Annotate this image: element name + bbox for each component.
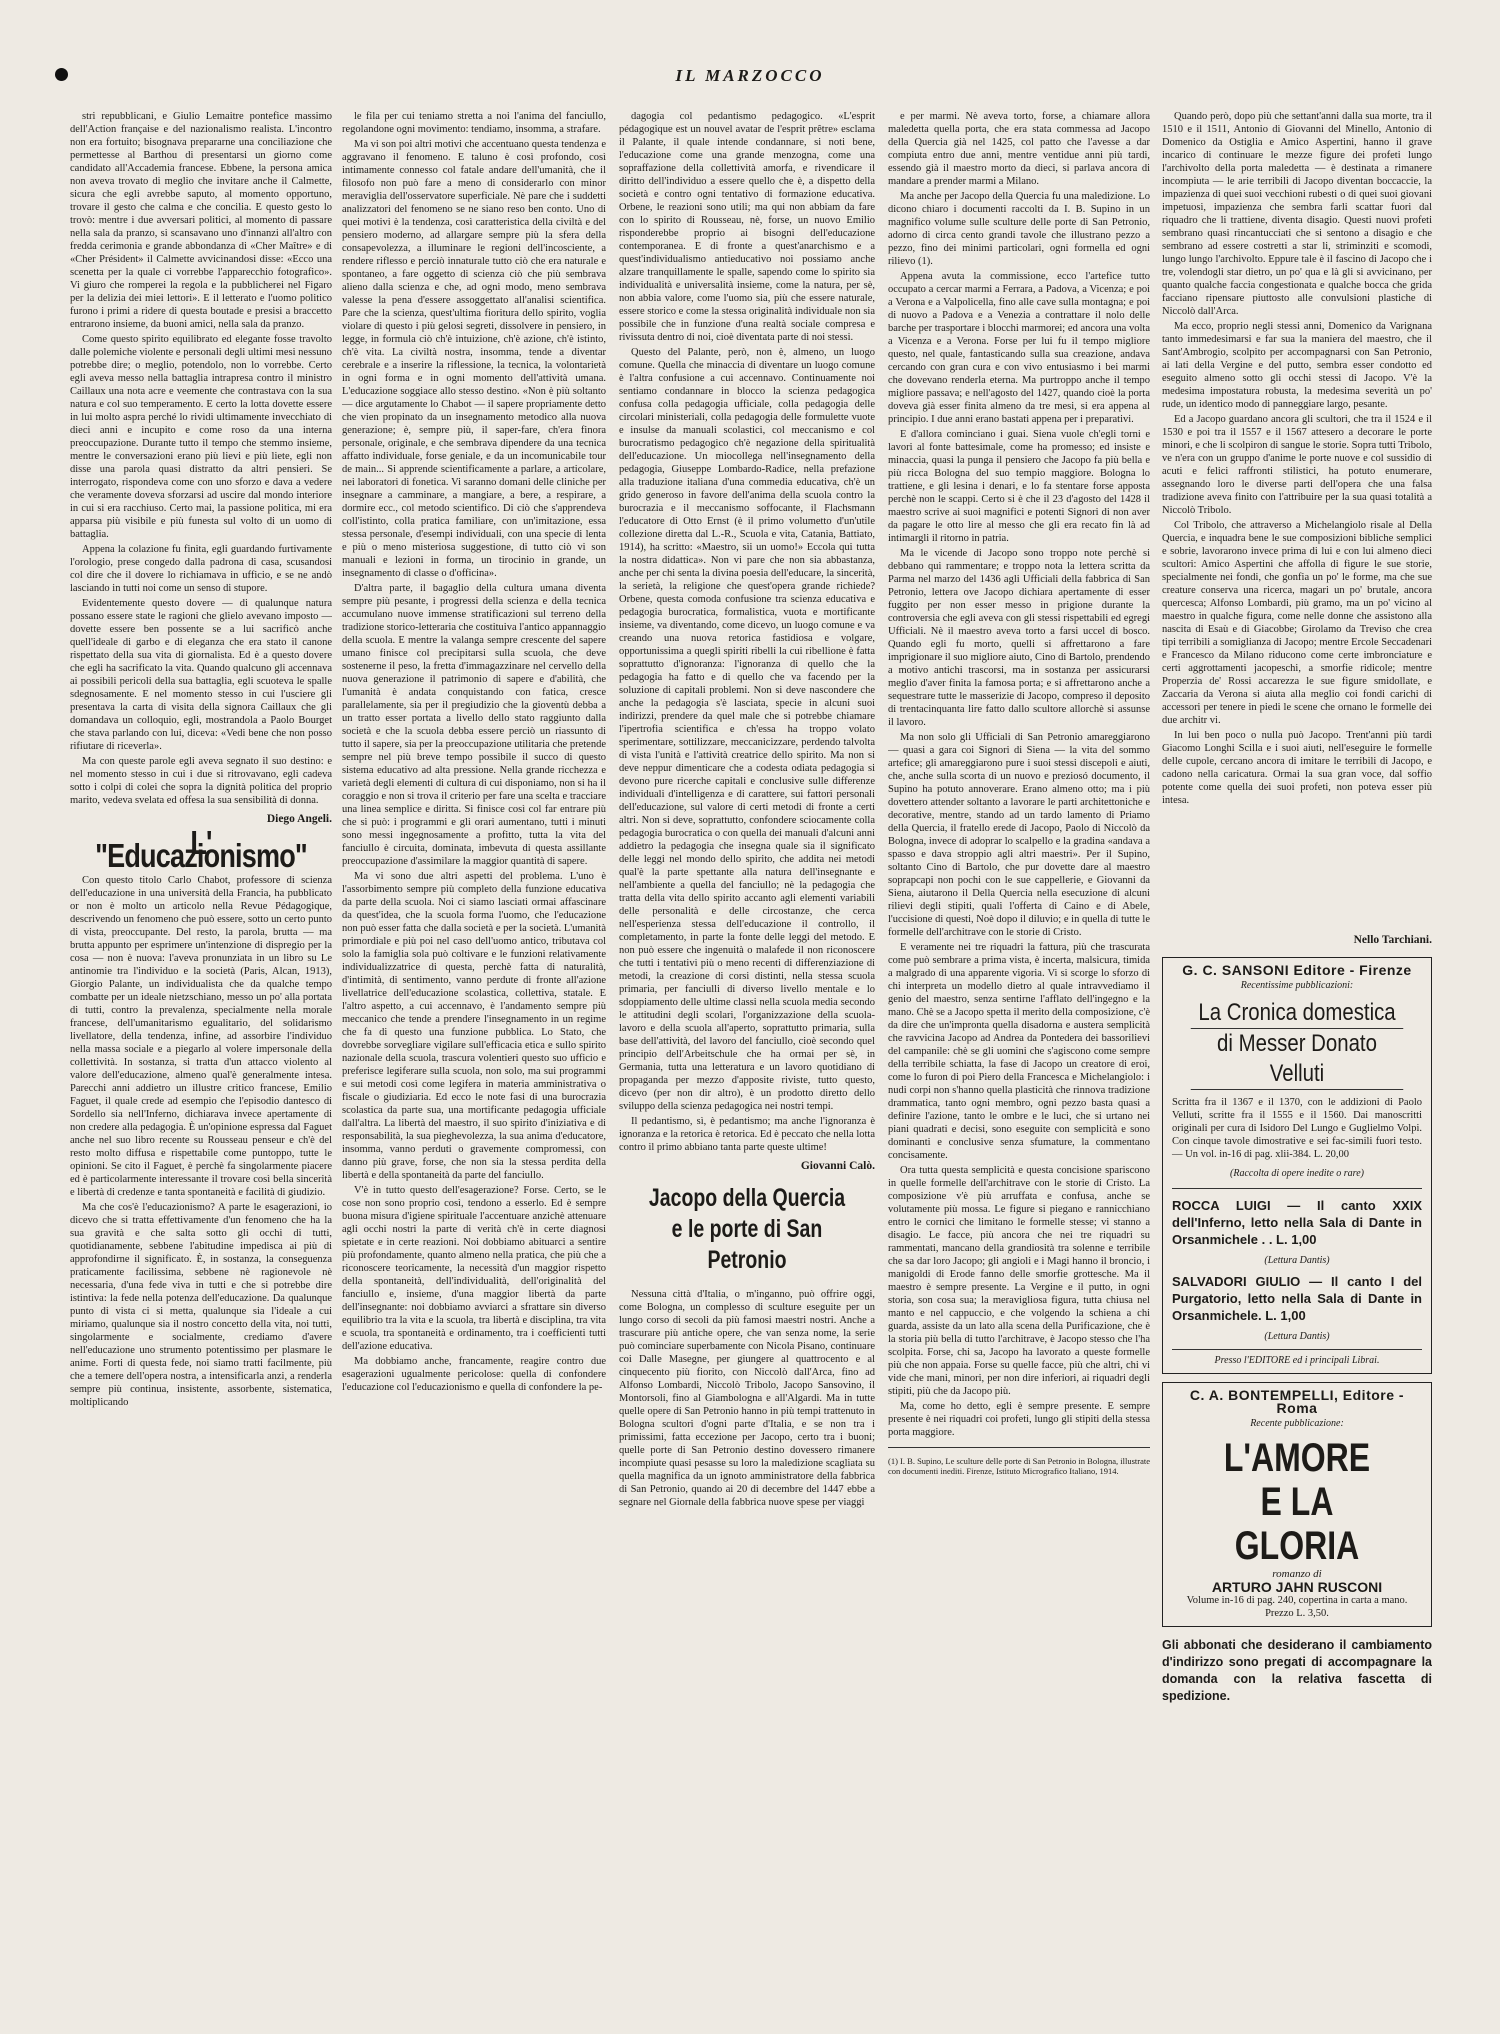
paragraph: Ma anche per Jacopo della Quercia fu una maledizione. Lo dicono chiaro i documenti raccolti da I. B. Supino in un magnifico volume sulle sculture delle porte di San Petronio, adorno di circa cento grandi tavole che illustrano pezzo a pezzo, fino dei minimi particolari, ogni formella ed ogni rilievo (1).: [888, 191, 1150, 267]
paragraph: V'è in tutto questo dell'esagerazione? Forse. Certo, se le cose non sono proprio così, tendono a esserlo. Ed è sempre buona misura d'igiene spirituale l'accentuare anzichè attenuare agli occhi nostri la parte di verità ch'è in certe diagnosi spietate e in certe reazioni. Noi dobbiamo abituarci a sentire più profondamente, quanto almeno nella pratica, che più che a riconoscere teoricamente, la necessità d'un maggior rispetto della spontaneità, dell'individualità, dell'originalità del fanciullo e, insieme, d'una maggior libertà da parte dell'insegnante: noi dobbiamo avviarci a sfrattare sin diverso equilibrio tra la vita e la scuola, tra libertà e disciplina, tra vita e scuola, tra spontaneità e ordinamento, tra i coefficienti tutti dell'azione educativa.: [342, 1185, 606, 1352]
ad-footer: Presso l'EDITORE ed i principali Librai.: [1172, 1349, 1422, 1367]
paragraph: Ma che cos'è l'educazionismo? A parte le esagerazioni, io dicevo che si tratta effettivamente d'un fenomeno che ha la sua gravità e che salta sotto gli occhi di tutti, quotidianamente, sebbene l'abitudine impedisca ai più di approfondirne il significato. È, in sostanza, la conseguenza praticamente facilissima, sebbene nè ragionevole nè necessaria, d'una fede viva in tutti e che si potrebbe dire istintiva: la fede nella potenza dell'educazione. Da qualunque punto di vista ci si metta, qualunque sia l'ideale a cui miriamo, qualunque sia il nostro concetto della vita, noi tutti, singolarmente e socialmente, crediamo d'avere nell'educazione uno strumento potentissimo per plasmare le anime. Forti di questa fede, noi siamo tratti facilmente, più che a temere dell'opera nostra, a intensificarla anzi, a renderla sempre più continua, insistente, assorbente, sistematica, moltiplicando: [70, 1202, 332, 1408]
paragraph: Ed a Jacopo guardano ancora gli scultori, che tra il 1524 e il 1530 e poi tra il 1557 e il 1567 attesero a decorare le porte minori, e che li scolpiron di sangue le storie. Sopra tutti Tribolo, ve n'era con un gruppo d'anime le porte nuove e col sussidio di acuti e felici raffronti stilistici, ha potuto enumerare, assegnando loro le diverse parti dell'opera che una falsa tradizione aveva finito con l'attribuire per la sua quasi totalità a Niccolò Tribolo.: [1162, 414, 1432, 516]
paragraph: Ora tutta questa semplicità e questa concisione spariscono in quelle formelle dell'architrave con le storie di Cristo. La composizione v'è più arruffata e confusa, anche se volutamente più mossa. Le figure si piegano e rannicchiano entro le cornici che limitano le formelle stesse; vi stanno a disagio. Le facce, più ancora che nei tre riquadri su rammentati, mancano della grandiosità tra solenne e terribile che sa dar loro Jacopo; gli angioli e i Magi hanno il broncio, i manigoldi di Erode fanno delle smorfie grottesche. Ma il maestro è sempre presente. La Vergine e il putto, in ogni storia, son cosa sua; la meravigliosa figura, tutta chiusa nel manto e nel cappuccio, e che volgendo la schiena a chi guarda, assiste da un lato alla scena della Purificazione, che è la storia più bella di tutto l'architrave, è Jacopo stesso che l'ha scolpita. Forse, chi sa, Jacopo ha lavorato a queste formelle più che non appaia. Forse su quelle facce, più che altri, chi vi vide che mani, minori, per non dire inferiori, ai riquadri degli stipiti, più che da Jacopo più.: [888, 1165, 1150, 1397]
ad-author: ARTURO JAHN RUSCONI: [1211, 1579, 1383, 1595]
ad-book-title-line-1: La Cronica domestica: [1198, 999, 1396, 1026]
column-1: [70, 110, 332, 1994]
advertisement-sansoni: [1162, 957, 1432, 1374]
headline-line-1: Jacopo della Quercia: [648, 1184, 846, 1212]
paragraph: Ma dobbiamo anche, francamente, reagire contro due esagerazioni ugualmente pericolose: quella di confondere l'educazione col l'educazionismo e quella di confondere la pe-: [342, 1356, 606, 1393]
article-headline: [647, 1183, 847, 1276]
ad-publisher: G. C. SANSONI Editore - Firenze: [1182, 962, 1412, 978]
ad-subtitle: Recentissime pubblicazioni:: [1240, 980, 1354, 991]
paragraph: stri repubblicani, e Giulio Lemaitre pontefice massimo dell'Action française e del nazionalismo realista. L'incontro non era fortuito; bisognava prepararne una conciliazione che permettesse al Barthou di presentarsi un giorno come candidato all'Accademia francese. Ebbene, la persona amica non aveva trovato di meglio che invitare anche il Calmette, sicura che egli avrebbe saputo, al momento opportuno, trovare il gesto che calma e che concilia. E questo gesto lo trovò: mentre i due avversari politici, al momento di passare nella sala da pranzo, si scansavano uno d'innanzi all'altro con fredda cerimonia e grande abbondanza di «Cher Maître» e di «Cher Président» il Calmette avvicinandosi disse: «Ecco una scenetta per la quale ci vorrebbe l'apparecchio fotografico». Vi giuro che romperei la regola e la pubblicherei nel Figaro per la delizia dei miei lettori». E il letterato e l'uomo politico furono i primi a ridere di questa boutade e presisi a braccetto entrarono insieme, da buoni amici, nella sala da pranzo.: [70, 111, 332, 330]
paragraph: Ma vi son poi altri motivi che accentuano questa tendenza e aggravano il fenomeno. E taluno è così profondo, così intimamente connesso col fatale andare dell'umanità, che il filosofo non può fare a meno di considerarlo con minor meraviglia dell'osservatore superficiale. Nè pare che i suddetti analizzatori del fenomeno se ne siano reso ben conto. Uno di quei motivi è la tendenza, così caratteristica della civiltà e del pensiero moderno, ad allargare sempre più la sfera della consapevolezza, a illuminare le regioni dell'incosciente, a rendere riflesso e perciò innaturale tutto ciò che era naturale e spontaneo, a fare oggetto di scienza ciò che più sembrava alieno dalla scienza e che, ad ogni modo, meno sembrava valesse la pena d'essere assoggettato all'analisi scientifica. Pare che la scienza, quest'ultima fioritura dello spirito, voglia violare di questo i più gelosi segreti, dissolvere in pensiero, in legge, in formula ciò ch'è intuizione, ch'è azione, ch'è istinto, ch'è vita. La civiltà nostra, insomma, tende a diventar cerebrale e a inserire la riflessione, la tecnica, la volontarietà in ogni forma e in ogni momento dell'attività umana. L'educazione soggiace allo stesso destino. «Non è più soltanto — dice argutamente lo Chabot — il sapere propriamente detto che vien propinato da un insegnamento metodico alla nuova generazione; è, sempre più, il saper-fare, ch'era finora personale, originale, e che sembrava dipendere da una tecnica affatto individuale, forse geniale, e da un incomunicabile tour de main... Si apprende scientificamente a parlare, a articolare, nei laboratori di fonetica. Vi saranno domani delle cliniche per insegnare a camminare, a mangiare, a bere, a respirare, a dormire ecc., col metodo scientifico. Di ciò che s'apprendeva coll'istinto, colla pratica familiare, con un'imitazione, essa stessa personale, d'esempi individuali, con una specie di lenta e più o meno misteriosa suggestione, di tutto ciò vi son manuali e lezioni in forma, un tirocinio in grande, un insegnamento di classe o d'officina».: [342, 139, 606, 579]
subscriber-notice: Gli abbonati che desiderano il cambiamento d'indirizzo sono pregati di accompagnare la domanda con la relativa fascetta di spedizione.: [1162, 1638, 1432, 1703]
ad-collection: (Raccolta di opere inedite o rare): [1230, 1168, 1364, 1179]
paragraph: Ma vi sono due altri aspetti del problema. L'uno è l'assorbimento sempre più completo della funzione educativa da parte della scuola. Noi ci siamo lasciati ormai affascinare da quest'idea, che la scuola forma l'uomo, che l'educazione non può esser fatta che dalla società e per la società. L'umanità primordiale e più poi nel caso dell'uomo antico, tributava col solo la famiglia sola può coltivare e le funzioni relativamente individualizzatrice di questa, perchè fatta di naturalità, d'intimità, di sentimento, vanno perdute di fronte all'azione livellatrice dell'educazione scolastica, collettiva, statale. E l'altro aspetto, a cui accennavo, è l'andamento sempre più meccanico che tende a prendere l'insegnamento in un regime che fa di questo una funzione pubblica. Lo Stato, che dovrebbe sorvegliare vigilare sull'efficacia etica e sullo spirito nazionale della scuola, trascura volentieri questo suo ufficio e preferisce legiferare sulla scuola, non solo, ma sui programmi e sui metodi così come legifera in materia amministrativa o fiscale o giudiziaria. Ed ecco le note fasi di una burocrazia scolastica da parte sua, una mortificante pedagogia ufficiale dall'altra. La libertà del maestro, il suo spirito d'iniziativa e di responsabilità, la sua pieghevolezza, la sua anima d'educatore, insomma, vanno perduti o gravemente compromessi, con danno più grave, forse, che non sia la stessa perdita della libertà e della spontaneità da parte del fanciullo.: [342, 871, 606, 1181]
advertisement-bontempelli: [1162, 1382, 1432, 1627]
ad-divider: [1172, 1188, 1422, 1189]
paragraph: Ma con queste parole egli aveva segnato il suo destino: e nel momento stesso in cui i due si ritrovavano, egli cadeva sotto i colpi di colei che sopra la dignità politica del proprio marito, vedeva svelata ed offesa la sua sensibilità di donna.: [70, 756, 332, 806]
paragraph: Nessuna città d'Italia, o m'inganno, può offrire oggi, come Bologna, un complesso di sculture eseguite per un lungo corso di secoli da più famosi maestri nostri. Anche a trascurare più antiche opere, che van senza nome, la serie può cominciare superbamente con Nicola Pisano, continuare coi Dalle Masegne, per giungere al quattrocento e al cinquecento più fiorito, con Niccolò dall'Arca, fino ad Alfonso Lombardi, Niccolò Tribolo, Jacopo Sansovino, il Montorsoli, fino al Giambologna e all'Algardi. Ma in tutte quelle opere di San Petronio hanno in più tempi trattenuto in Bologna scultori d'ogni parte d'Italia, e se non tra i primissimi, fatta eccezione per Jacopo, certo tra i buoni; quelle porte di San Petronio destino dovessero rimanere incompiute quasi pesasse su loro la maledizione scagliata su quella magnifica da un ignoto amministratore della fabbrica di San Petronio, quando ai 20 di decembre del 1447 ebbe a segnare nel Giornale della fabbrica nuove spese per viaggi: [619, 1289, 875, 1508]
paragraph: Appena la colazione fu finita, egli guardando furtivamente l'orologio, prese congedo dalla padrona di casa, scusandosi col dire che il dovere lo richiamava in ufficio, e se ne andò lasciando in tutti noi come un senso di stupore.: [70, 544, 332, 594]
paragraph: In lui ben poco o nulla può Jacopo. Trent'anni più tardi Giacomo Longhi Scilla e i suoi aiuti, nell'eseguire le formelle delle cupole, cercano ancora di imitare le terribili di Jacopo, e cadono nella caricatura. Ormai la sua gran voce, dal soffio potente come quella dei suoi profeti, non poteva esser più intesa.: [1162, 730, 1432, 806]
ad-entry: ROCCA LUIGI — Il canto XXIX dell'Inferno, letto nella Sala di Dante in Orsanmichele . . L. 1,00: [1172, 1198, 1422, 1247]
paragraph: Col Tribolo, che attraverso a Michelangiolo risale al Della Quercia, e inquadra bene le sue composizioni bibliche semplici e sobrie, lavorarono invece prima di lui e con lui almeno dieci scultori: Amico Aspertini che affolla di figure le sue storie, specialmente nei fondi, che gonfia un po' le forme, ma che sue creature conserva una ricerca, magari un po' brutale, ancora quercesca; Alfonso Lombardi, più gramo, ma un po' vicino al maestro in qualche figura, come nelle donne che assistono alla nascita di Esaù e di Giacobbe; Girolamo da Treviso che crea tipi terribili a somiglianza di Jacopo; mentre Ercole Seccadenari e Francesco da Milano riducono come certe imbronciature e certi aggrottamenti jacopeschi, a smorfie ridicole; mentre Properzia de' Rossi accarezza le sue figure smidollate, e Zaccaria da Verona si aiuta alla meglio coi fondi carichi di accessori per tenere in piedi le scene che ornano le formelle dei due architr vi.: [1162, 520, 1432, 726]
paragraph: D'altra parte, il bagaglio della cultura umana diventa sempre più pesante, i progressi della scienza e della tecnica accumulano nuove immense stratificazioni sul terreno della tradizione storico-letteraria che costituiva l'antico appannaggio della scuola. E mentre la valanga sempre crescente del sapere umano finisce col precipitarsi sulla scuola, che deve sostenerne il peso, la fretta d'immagazzinare nel cervello della nuova generazione il patrimonio di sapere e d'abilità, che l'umanità è andata conquistando con fatica, cresce parallelamente, sia per il pregiudizio che la gioventù debba a un tratto esser portata a livello dello stato raggiunto dalla società e che la scuola debba essere perciò un riassunto di tutto il sapere, sia per la preoccupazione utilitaria che pretende sempre nel più breve tempo possibile il succo di questo sistema educativo ad alta pressione. Nella grande ricchezza e varietà degli elementi di cultura di cui disponiamo, non si ha il coraggio e non si trova il criterio per fare una scelta e tracciare una linea semplice e diritta. Si finisce così col far entrare più che si può: i programmi e gli orari aumentano, tutti i minuti sono messi ingegnosamente a profitto, tutta la vita del fanciullo è circuita, dominata, imbevuta di questa assillante preoccupazione d'assimilare la maggior quantità di sapere.: [342, 583, 606, 867]
column-5: [1162, 110, 1432, 1994]
column-5-prose: [1162, 110, 1432, 928]
paragraph: Con questo titolo Carlo Chabot, professore di scienza dell'educazione in una università della Francia, ha pubblicato or non è molto un articolo nella Revue Pédagogique, descrivendo un fenomeno che può essere, sotto un certo punto di vista, preoccupante. Del resto, la parola, brutta — ma brutta appunto per esprimere un'intenzione di dispregio per la cosa — non è nuova: l'aveva pronunziata in un libro su Le antinomie tra l'individuo e la società (Paris, Alcan, 1913), Giorgio Palante, un individualista che da qualche tempo combatte per un ideale nietzschiano, messo un po' alla portata di tutti, contro la prevalenza, specialmente nella morale francese, dell'umanitarismo egualitario, del solidarismo livellatore, della tendenza, infine, ad assorbire l'individuo nella massa sociale e a piegarlo al volere impersonale della collettività. In sostanza, si tratta d'un attacco violento al valore dell'educazione, almeno qual'è generalmente intesa. Parecchi anni addietro un illustre critico francese, Emilio Faguet, il quale crede ad esempio che l'episodio dantesco di Sordello sia nell'Inferno, dichiarava invece apertamente di non credere alla pedagogia. È un'opinione espressa dal Faguet anche nel suo libro recente su Rousseau penseur e ch'è del resto molto diffusa e rispettabile come puntoppo, tutte le opinioni. Se cito il Faguet, è perchè fa singolarmente piacere ed è particolarmente interessante il trovare così bella sincerità e libertà di credenze e tanta spontaneità e facilità di giudizio.: [70, 875, 332, 1198]
paragraph: Evidentemente questo dovere — di qualunque natura possano essere state le ragioni che glielo avevano imposto — dovette essere ben possente se a lui sacrificò anche quell'ideale di garbo e di eleganza che era stato il canone rispettato della sua vita di giornalista. Ed è a questo dovere che egli ha sacrificato la vita. Quando qualcuno gli accennava ai possibili pericoli della sua battaglia, egli scuoteva le spalle sdegnosamente. E nel momento stesso in cui l'usciere gli presentava la carta di visita della signora Caillaux che gli domandava un colloquio, egli, mostrandola a Paolo Bourget che stava parlando con lui, diceva: «Vedi bene che non posso rifiutare di riceverla».: [70, 598, 332, 752]
headline-line-2: e le porte di San Petronio: [671, 1215, 823, 1274]
paragraph: E veramente nei tre riquadri la fattura, più che trascurata come può sembrare a prima vista, è incerta, malsicura, timida a malgrado di una apparente vigoria. Vi si scorge lo sforzo di chi interpreta un modello dietro al quale intravvediamo il genio del maestro, senza sentirne l'afflato dell'ingegno e la mano. Chè se a Jacopo spetta il merito della composizione, c'è da dire che un'impronta quella disadorna e austera semplicità che ravvicina Jacopo ad Andrea da Pontedera dei bassorilievi del campanile: chè se gli uomini che s'agiscono come sempre della terribile schiatta, la fase di Jacopo un creatore di eroi, come lo furon di poi Piero della Francesca e Michelangiolo: i nudi corpi non s'hanno quella plasticità che rinnova tradizione drammatica, tanto ogni membro, ogni pezzo basta quasi a definire l'azione, tanto le ombre e le luci, che si urtano nei piani quadrati e decisi, sono eseguite con semplicità e sono dominanti e conclusive senza sfumature, la commentano concisamente.: [888, 942, 1150, 1161]
ad-publisher: C. A. BONTEMPELLI, Editore - Roma: [1189, 1387, 1405, 1416]
ad-subtitle: Recente pubblicazione:: [1250, 1418, 1344, 1429]
ad-description: Scritta fra il 1367 e il 1370, con le addizioni di Paolo Velluti, scritte fra il 1555 e il 1560. Dai manoscritti originali per cura di Isidoro Del Lungo e Guglielmo Volpi. Con cinque tavole dimostrative e sei fac-simili fuori testo. — Un vol. in-16 di pag. xlii-384. L. 20,00: [1172, 1097, 1422, 1160]
ad-lettura: (Lettura Dantis): [1264, 1255, 1330, 1266]
ad-book-title-line-1: L'AMORE: [1223, 1436, 1371, 1480]
column-2: [342, 110, 606, 1994]
paragraph: Ma le vicende di Jacopo sono troppo note perchè si debbano qui rammentare; e troppo nota la lettera scritta da Parma nel marzo del 1436 agli Ufficiali della fabbrica di San Petronio, lettera ove Jacopo dichiara apertamente di esser fuggito per non esser messo in prigione durante la controversia che egli aveva con gli stessi rispettabili ed egregi Ufficiali. Nè il maestro aveva torto a farsi uccel di bosco. Quando egli fu morto, quelli si affrettarono a fare imprigionare il suo migliore aiuto, Cino di Bartolo, prendendo a motivo antichi trascorsi, ma in sostanza per assicurarsi meglio d'aver finita la famosa porta; e si affrettarono anche a sequestrare tutte le masserizie di Jacopo, compreso il deposito di trentacinquanta lire fatto dallo scultore allorchè si assunse il lavoro.: [888, 548, 1150, 728]
footnote-divider: [888, 1447, 1150, 1448]
author-signature: Nello Tarchiani.: [1353, 934, 1432, 946]
paragraph: Ma, come ho detto, egli è sempre presente. E sempre presente è nei riquadri coi profeti, lungo gli stipiti della stessa porta maggiore.: [888, 1401, 1150, 1438]
paragraph: E d'allora cominciano i guai. Siena vuole ch'egli torni e lavori al fonte battesimale, come ha promesso; ed insiste e minaccia, quasi la punga il pensiero che Jacopo fa più bella e più ricca Bologna del suo tempio maggiore. Bologna lo trattiene, e gli lesina i denari, e lo fa stentare forse apposta perchè non le scappi. Certo si è che il 23 d'agosto del 1428 il maestro scrive ai suoi magnifici e potenti Signori di non aver da pagare le otto lire al messo che gli era recato fin là ad intimargli il ritorno in patria.: [888, 429, 1150, 544]
paragraph: Il pedantismo, sì, è pedantismo; ma anche l'ignoranza è ignoranza e la retorica è retorica. Ed è peccato che nella lotta contro il primo abbiano tanta parte queste ultime!: [619, 1116, 875, 1153]
ad-details: Volume in-16 di pag. 240, copertina in carta a mano. Prezzo L. 3,50.: [1186, 1595, 1408, 1619]
ad-entry: SALVADORI GIULIO — Il canto I del Purgatorio, letto nella Sala di Dante in Orsanmichele. L. 1,00: [1172, 1274, 1422, 1323]
paragraph: le fila per cui teniamo stretta a noi l'anima del fanciullo, regolandone ogni movimento: tendiamo, insomma, a strafare.: [342, 111, 606, 135]
author-signature: Diego Angeli.: [266, 813, 332, 825]
ad-book-title-line-2: di Messer Donato Velluti: [1191, 1028, 1404, 1090]
paragraph: Ma non solo gli Ufficiali di San Petronio amareggiarono — quasi a gara coi Signori di Siena — la vita del sommo artefice; gli amareggiarono pure i suoi stessi discepoli e aiuti, che, anche sulla scorta di un nuovo e preziosó documento, il Supino ha potuto annoverare. Erano almeno otto; ma i più dovettero attender soltanto a lavorare le parti architettoniche e decorative, mentre, stando ad un tardo lamento di Priamo della Quercia, il fratello erede di Jacopo, Paolo di Niccolò da Bologna, invece di adoprar lo scalpello e la gradina «andava a spasso e dava stroppio agli altri maestri». Per il Supino, soltanto Cino di Bartolo, che pur dovette dare al maestro soprapcapi non pochi con le sue cappellerie, e Giovanni da Siena, aiutarono il Della Quercia nella esecuzione di alcuni rilievi degli stipiti, quali l'offerta di Caino e di Abele, l'uccisione di questi, Noè dopo il diluvio; e in quella di tutte le formelle dell'architrave con le storie di Cristo.: [888, 732, 1150, 938]
author-signature: Giovanni Calò.: [800, 1160, 875, 1172]
paragraph: Quando però, dopo più che settant'anni dalla sua morte, tra il 1510 e il 1511, Antonio di Giovanni del Minello, Antonio di Domenico da Ostiglia e Amico Aspertini, hanno il grave incarico di continuare le mezze figure dei profeti lungo l'archivolto della porta maledetta — è destinata a rimanere incompiuta — le arie terribili di Jacopo diventan boccaccie, la impazienza di quei suoi vecchioni rubesti o di quei suoi giovani impetuosi, impazienza che sembra farli scattar fuori dal riquadro che li trattiene, diventa disagio. Questi nuovi profeti sembrano quasi rincantucciati che si sentono a disagio e che sembrano ad essere costretti a star li, striminziti e scomodi, lungo lungo l'archivolto. Eppure tale è il fascino di Jacopo che i tre, volendogli star dietro, un po' qua e là gli si avvicinano, per quanto qualche faccia congestionata e qualche bocca che grida facciano ripensare piuttosto alle convulsioni plastiche di Niccolò dall'Arca.: [1162, 111, 1432, 317]
footnote: (1) I. B. Supino, Le sculture delle porte di San Petronio in Bologna, illustrate con documenti inediti. Firenze, Istituto Micrografico Italiano, 1914.: [888, 1456, 1150, 1476]
column-4: [888, 110, 1150, 1994]
column-3: [619, 110, 875, 1994]
paragraph: Appena avuta la commissione, ecco l'artefice tutto occupato a cercar marmi a Ferrara, a Padova, a Vicenza; e poi a Verona e a Valpolicella, fino alle cave sulla montagna; e poi di nuovo a Padova e a Venezia a contrattare il nolo delle barche per trasportare i blocchi marmorei; ed ancora una volta a Vicenza e a Verona. Forse per lui fu il tempo migliore questo, nel quale, fantasticando sulla sua creazione, andava cercando con gran cura e con vivo entusiasmo i bei marmi che dovevano renderla eterna. Ma purtroppo anche il tempo migliore passava; e nell'agosto del 1427, quando cioè la porta doveva già esser finita almeno da tre mesi, si era appena al principio. I due anni erano bastati appena per i preparativi.: [888, 271, 1150, 425]
article-headline: L' "Educazionismo": [95, 824, 307, 874]
ad-lettura: (Lettura Dantis): [1264, 1331, 1330, 1342]
masthead: IL MARZOCCO: [675, 66, 825, 85]
paragraph: Questo del Palante, però, non è, almeno, un luogo comune. Quella che minaccia di diventare un luogo comune è l'altra confusione a cui accennavo. Continuamente noi sentiamo condannare in blocco la scienza pedagogica confusa colla pedagogia ufficiale, colla pedagogia delle circolari ministeriali, colla pedagogia delle formulette vuote e insulse da manuali scolastici, col meccanismo e col burocratismo pedagogico ch'è negazione della spiritualità dell'educazione. Un miocollega nell'insegnamento della pedagogia, Giuseppe Lombardo-Radice, nella prefazione alla traduzione italiana d'una commedia educativa, ch'è un grido generoso in favore dell'anima della scuola contro la burocrazia e il meccanismo soffocante, il Flachsmann l'educatore di Otto Ernst (è il primo volumetto d'un'utile collezione diretta dal L.-R., Scuola e vita, Catania, Battiato, 1914), ha scritto: «Maestro, sii un uomo!» Eccola qui tutta la nostra didattica». Non vi pare che non sia abbastanza, anche per chi senta la divina poesia dell'educare, la sincerità, la serietà, la religione che quest'opera grande richiede? Orbene, questa comoda confusione tra scienza educativa e pedagogia burocratica, formalistica, vuota e mortificante insieme, va diventando, come dicevo, un luogo comune e va creando una nuova retorica fastidiosa e volgare, opportunissima a quegli spiriti ribelli la cui ribellione è fatta soprattutto d'ignoranza: l'ignoranza di quello che la pedagogia ha fatto e di quello che va facendo per la soluzione di capitali problemi. Non si deve nascondere che anche la pedagogia s'è lasciata, specie in alcuni suoi indirizzi, prendere da quel male che si potrebbe chiamare l'ipertrofia scientifica e ch'essa ha troppo volato sperimentare, sottilizzare, meccanicizzare, perdendo talvolta di vista l'unità e l'attività creatrice dello spirito. Ma non si deve neppur dimenticare che a codesta odiata pedagogia si devono pure ricerche capitali e conclusive sulle differenze individuali d'intelligenza e di carattere, sui fattori personali dell'educazione, sul valore di certi metodi di fronte a certi altri. Non si deve, soprattutto, confondere sciocamente colla pedagogia burocratica o con quella dei manuali d'alcuni anni addietro la pedagogia che insegna quale sia il significato delle leggi nel mondo dello spirito, che addita nei metodi qual'è la parte spettante alla natura dell'insegnante e nell'ambiente a quella del fanciullo; nè la pedagogia che tratta della vita dello spirito accanto agli elementi variabili delle personalità e delle circostanze, che cerca nell'esperienza stessa dell'educazione il controllo, il completamento, in parte la fonte delle leggi del metodo. E non può essere che ingenuità o malafede il non riconoscere che tutti i tentativi più o meno recenti di differenziazione di metodi, la creazione di corsi distinti, nella stessa scuola primaria, per fanciulli di diverso livello mentale e lo sdoppiamento delle ultime classi nella scuola media secondo le attitudini degli scolari, l'organizzazione della scuola-lavoro e della scuola all'aperto, soprattutto primaria, sulla base dell'attività, del lavoro del fanciullo, cioè secondo quel principio dell'Arbeitschule che ha ormai per sè, in Germania, tutta una letteratura e un lavoro quotidiano di propaganda per mezzo d'apposite riviste, tutto questo, dicevo (per non dir altro), è un prodotto diretto dello sviluppo della scienza pedagogica nei nostri tempi.: [619, 347, 875, 1112]
paragraph: dagogia col pedantismo pedagogico. «L'esprit pédagogique est un nouvel avatar de l'esprit prêtre» esclama il Palante, il quale intende condannare, si noti bene, l'educazione come una grande menzogna, come una sopraffazione della collettività amorfa, e rivendicare il diritto dell'individuo a essere quello che è, a dispetto della società e contro ogni tentativo di formazione educativa. Orbene, le reazioni sono utili; ma qui non abbiam da fare con lo spirito di Rousseau, nè, forse, un nuovo Emilio risponderebbe proprio ai bisogni dell'educazione contemporanea. E di fronte a quest'anarchismo e a quest'individualismo antieducativo noi possiamo anche alzare tranquillamente le spalle, sapendo come lo spirito sia individualità e universalità insieme, come la natura, per sè, non abbia valore, come l'uomo sia, più che essere naturale, essere storico e come la stessa originalità individuale non sia possibile che in funzione d'una realtà sociale compresa e rivissuta dentro di noi, cioè diventata parte di noi stessi.: [619, 111, 875, 343]
paragraph: Ma ecco, proprio negli stessi anni, Domenico da Varignana tanto immedesimarsi e far sua la maniera del maestro, che il Sant'Ambrogio, scolpito per accompagnarsi con San Petronio, ai lati della Vergine e del putto, sembra esser condotto ed eseguito almeno sotto gli occhi stessi di Jacopo. V'è la medesima impostatura robusta, la medesima severità un po' rude, un identico modo di panneggiare largo, pesante.: [1162, 321, 1432, 410]
ad-book-title-line-2: E LA GLORIA: [1234, 1480, 1360, 1568]
ad-genre: romanzo di: [1272, 1568, 1322, 1580]
paragraph: e per marmi. Nè aveva torto, forse, a chiamare allora maledetta quella porta, che era stata commessa ad Jacopo della Quercia già nel 1425, col patto che l'avesse a dar compiuta entro due anni, mentre ventidue anni più tardi, essendo già il maestro morto da dieci, si parlava ancora di mandare a prender marmi a Milano.: [888, 111, 1150, 187]
paragraph: Come questo spirito equilibrato ed elegante fosse travolto dalle polemiche violente e personali degli ultimi mesi nessuno potrebbe dire; o meglio, potendolo, non lo vorrebbe. Certo egli aveva messo nella battaglia intrapresa contro il ministro Caillaux una nota acre e veemente che contrastava con la sua natura e col suo temperamento. E certo la lotta dovette essere in lui molto aspra perché lo rividi ultimamente invecchiato di dieci anni e incupito e come roso da una interna preoccupazione. Durante tutto il tempo che stemmo insieme, mentre le conversazioni erano più lievi e più liete, egli non disse una parola quasi distratto da altri pensieri. Se interrogato, rispondeva come con uno sforzo e dava a vedere che veramente doveva sforzarsi ad uscire dal mondo interiore in cui si era racchiuso. Certo mai, la passione politica, mi era apparsa più visibile e più funesta sul volto di un uomo di battaglia.: [70, 334, 332, 540]
